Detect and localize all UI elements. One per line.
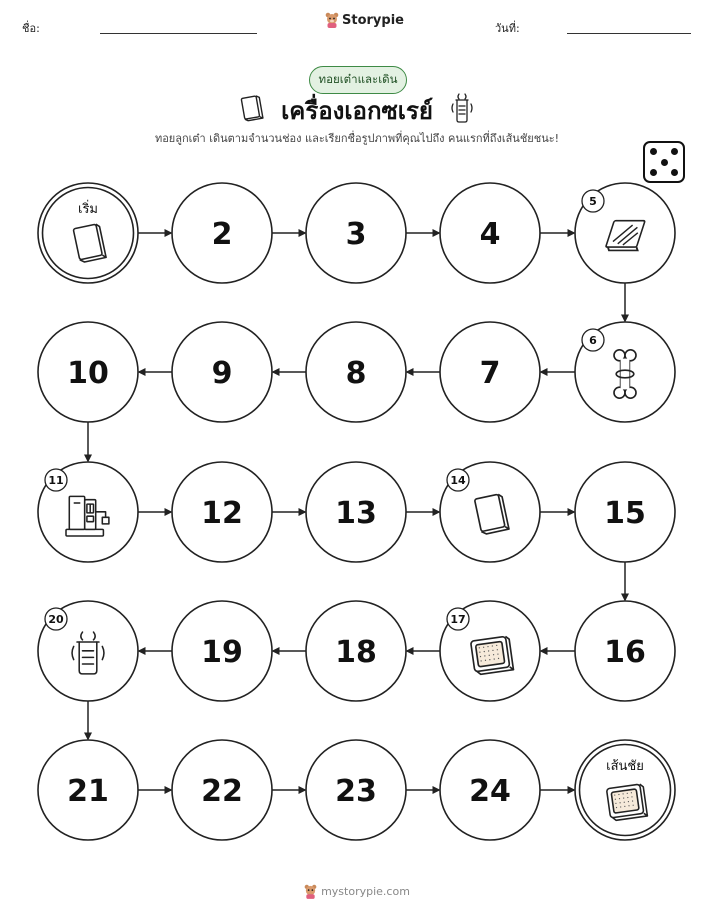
board-space-10 [38, 322, 138, 422]
name-label: ชื่อ: [22, 22, 40, 35]
board-space-15 [575, 462, 675, 562]
space-number: 2 [211, 217, 233, 252]
space-number: 5 [589, 195, 597, 208]
space-number: 17 [450, 613, 466, 626]
space-number: 4 [479, 217, 501, 252]
board-space-11 [38, 462, 138, 562]
board-space-13 [306, 462, 406, 562]
storypie-bear-icon [304, 884, 317, 899]
space-number: 21 [67, 774, 109, 809]
space-number: 8 [345, 356, 367, 391]
finish-space [575, 740, 675, 840]
board-space-8 [306, 322, 406, 422]
board-space-24 [440, 740, 540, 840]
board-space-19 [172, 601, 272, 701]
space-number: 6 [589, 334, 597, 347]
space-number: 23 [335, 774, 377, 809]
space-number: 12 [201, 496, 243, 531]
space-label: เริ่ม [78, 202, 98, 217]
space-number: 16 [604, 635, 646, 670]
board-space-9 [172, 322, 272, 422]
board-space-20 [38, 601, 138, 701]
board-space-4 [440, 183, 540, 283]
date-label: วันที่: [495, 22, 520, 35]
board-space-22 [172, 740, 272, 840]
board-space-16 [575, 601, 675, 701]
footer-url: mystorypie.com [321, 885, 410, 898]
board-space-6 [575, 322, 675, 422]
game-type-tag: ทอยเต๋าและเดิน [309, 66, 407, 94]
space-number: 11 [48, 474, 64, 487]
board-space-2 [172, 183, 272, 283]
space-number: 14 [450, 474, 466, 487]
instructions-text: ทอยลูกเต๋า เดินตามจำนวนช่อง และเรียกชื่อรูปภาพที่คุณไปถึง คนแรกที่ถึงเส้นชัยชนะ! [154, 132, 560, 145]
space-number: 19 [201, 635, 243, 670]
board-space-7 [440, 322, 540, 422]
board-space-14 [440, 462, 540, 562]
space-number: 9 [211, 356, 233, 391]
space-number: 3 [345, 217, 367, 252]
footer [0, 884, 714, 899]
brand-name: Storypie [342, 12, 404, 28]
board-space-17 [440, 601, 540, 701]
board-space-3 [306, 183, 406, 283]
board-space-23 [306, 740, 406, 840]
space-number: 18 [335, 635, 377, 670]
board-space-21 [38, 740, 138, 840]
board-space-18 [306, 601, 406, 701]
space-number: 13 [335, 496, 377, 531]
space-number: 24 [469, 774, 511, 809]
board-space-5 [575, 183, 675, 283]
space-number: 20 [48, 613, 64, 626]
start-space [38, 183, 138, 283]
board-space-12 [172, 462, 272, 562]
space-label: เส้นชัย [606, 759, 644, 774]
page-title: เครื่องเอกซเรย์ [281, 97, 433, 125]
space-number: 7 [479, 356, 501, 391]
space-number: 15 [604, 496, 646, 531]
space-number: 10 [67, 356, 109, 391]
space-number: 22 [201, 774, 243, 809]
